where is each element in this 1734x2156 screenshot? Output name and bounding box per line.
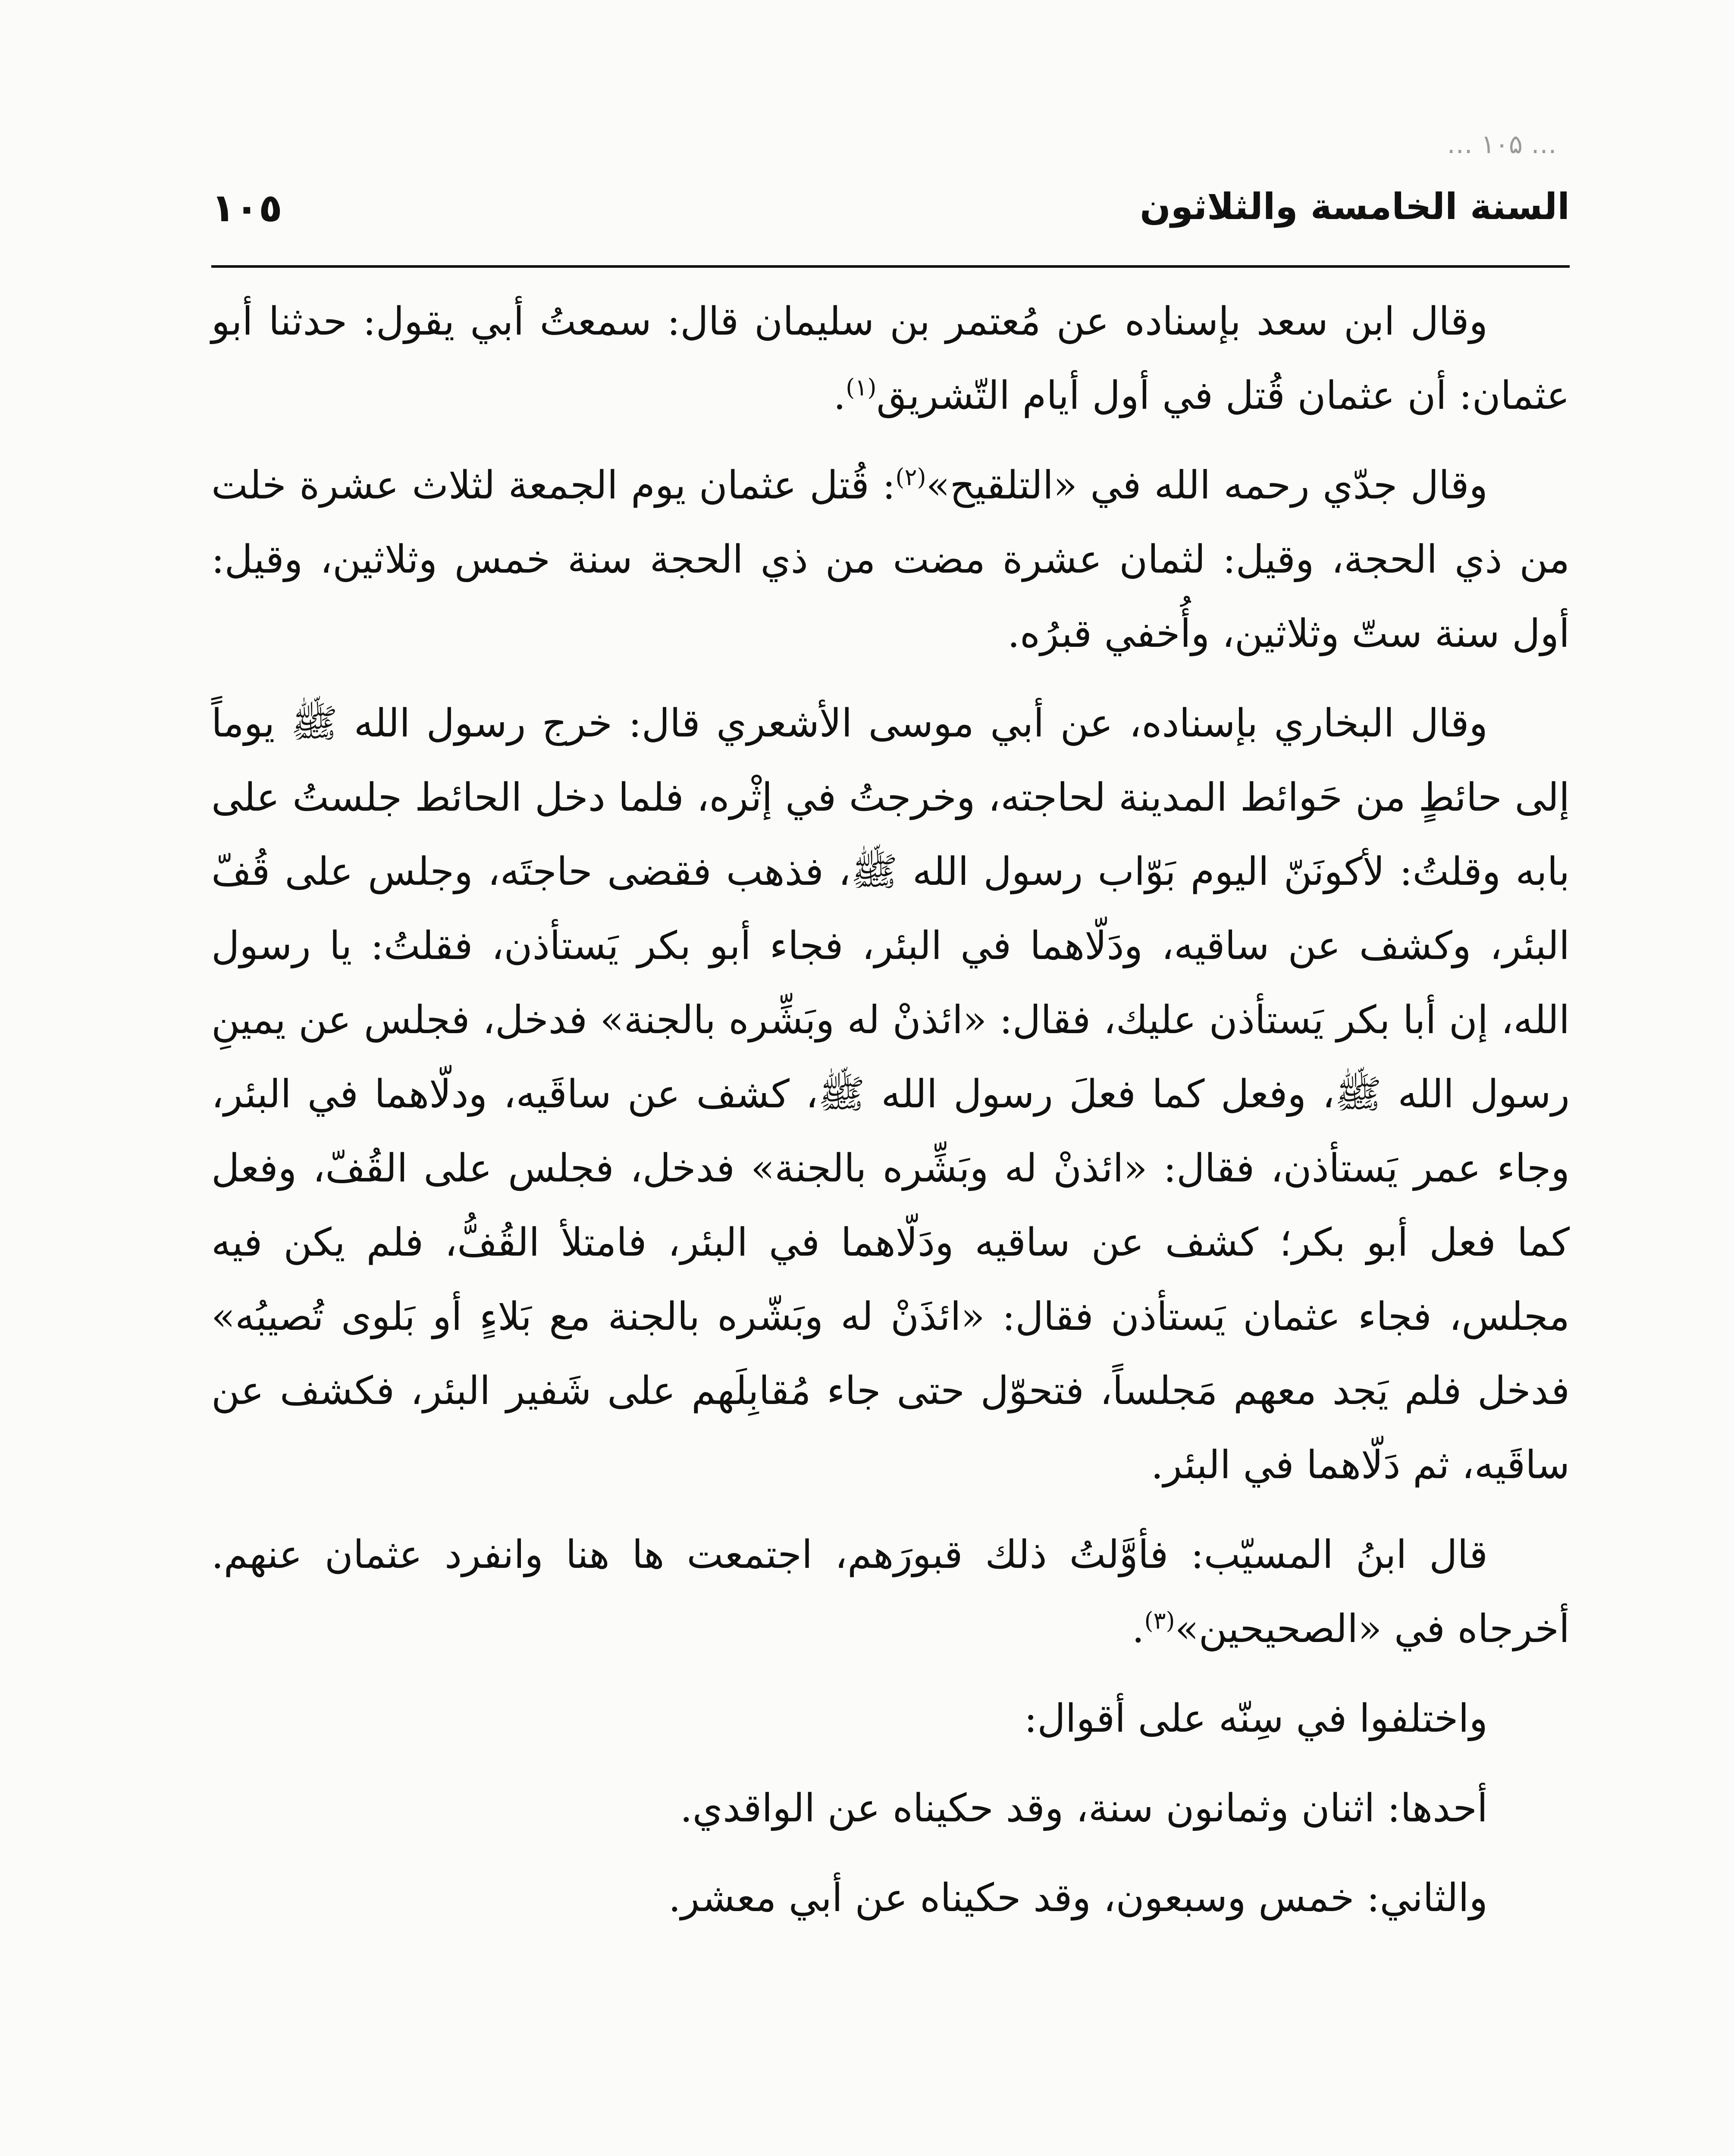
paragraph-bukhari-hadith (211, 686, 1570, 1502)
page-number: ١٠٥ (211, 185, 282, 231)
paragraph-talqih (211, 448, 1570, 671)
paragraph-text: وقال البخاري بإسناده، عن أبي موسى الأشعري قال: خرج رسول الله ﷺ يوماً إلى حائطٍ من حَوائط المدينة لحاجته، وخرجتُ في إثْره، فلما دخل الحائط جلستُ على بابه وقلتُ: لأكونَنّ اليوم بَوّاب رسول الله ﷺ، فذهب فقضى حاجتَه، وجلس على قُفّ البئر، وكشف عن ساقيه، ودَلّاهما في البئر، فجاء أبو بكر يَستأذن، فقلتُ: يا رسول الله، إن أبا بكر يَستأذن عليك، فقال: «ائذنْ له وبَشِّره بالجنة» فدخل، فجلس عن يمينِ رسول الله ﷺ، وفعل كما فعلَ رسول الله ﷺ، كشف عن ساقَيه، ودلّاهما في البئر، وجاء عمر يَستأذن، فقال: «ائذنْ له وبَشِّره بالجنة» فدخل، فجلس على القُفّ، وفعل كما فعل أبو بكر؛ كشف عن ساقيه ودَلّاهما في البئر، فامتلأ القُفُّ، فلم يكن فيه مجلس، فجاء عثمان يَستأذن فقال: «ائذَنْ له وبَشّره بالجنة مع بَلاءٍ أو بَلوى تُصيبُه» فدخل فلم يَجد معهم مَجلساً، فتحوّل حتى جاء مُقابِلَهم على شَفير البئر، فكشف عن ساقَيه، ثم دَلّاهما في البئر. (211, 701, 1570, 1488)
paragraph-first-opinion: أحدها: اثنان وثمانون سنة، وقد حكيناه عن الواقدي. (680, 1786, 1488, 1831)
footnote-ref-1: (١) (846, 374, 877, 401)
footnote-ref-2: (٢) (895, 464, 926, 491)
footnote-ref-3: (٣) (1144, 1607, 1175, 1634)
paragraph-second-opinion: والثاني: خمس وسبعون، وقد حكيناه عن أبي معشر. (668, 1875, 1488, 1921)
header-title: السنة الخامسة والثلاثون (1140, 185, 1570, 228)
running-header (211, 181, 1570, 250)
paragraph-text: قال ابنُ المسيّب: فأوَّلتُ ذلك قبورَهم، اجتمعت ها هنا وانفرد عثمان عنهم. أخرجاه في «الصحيحين» (211, 1532, 1570, 1651)
bleed-through-text: … ۱۰۵ … (1447, 129, 1557, 160)
paragraph-text: وقال جدّي رحمه الله في «التلقيح» (926, 463, 1488, 508)
header-rule (211, 265, 1570, 268)
main-text (211, 285, 1570, 1951)
paragraph-ibn-saad (211, 285, 1570, 433)
paragraph-ibn-musayyib (211, 1518, 1570, 1666)
paragraph-text: : قُتل عثمان يوم الجمعة لثلاث عشرة خلت من ذي الحجة، وقيل: لثمان عشرة مضت من ذي الحجة سنة خمس وثلاثين، وقيل: أول سنة ستّ وثلاثين، وأُخفي قبرُه. (211, 463, 1570, 656)
paragraph-age-intro: واختلفوا في سِنّه على أقوال: (1024, 1696, 1488, 1741)
punctuation: . (1132, 1606, 1145, 1651)
punctuation: . (833, 373, 846, 418)
paragraph-text: وقال ابن سعد بإسناده عن مُعتمر بن سليمان قال: سمعتُ أبي يقول: حدثنا أبو عثمان: أن عثمان قُتل في أول أيام التّشريق (211, 299, 1570, 418)
